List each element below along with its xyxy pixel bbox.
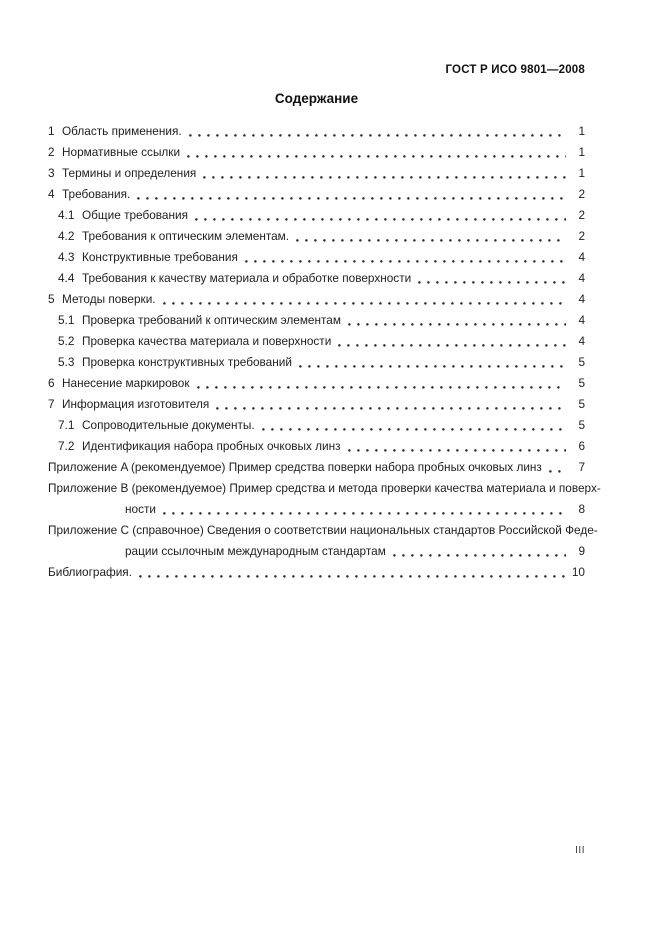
dot-leader xyxy=(260,415,566,436)
toc-entry xyxy=(48,562,585,583)
toc-entry-number: 5 xyxy=(48,292,55,306)
toc-entry-number: 3 xyxy=(48,166,55,180)
toc-entry-page: 5 xyxy=(578,376,585,390)
toc-entry-label: Общие требования xyxy=(82,208,188,222)
toc-entry-number: 2 xyxy=(48,145,55,159)
toc-entry-page: 9 xyxy=(578,544,585,558)
toc-entry-number: 7.1 xyxy=(58,418,75,432)
toc-entry-number: 5.3 xyxy=(58,355,75,369)
toc-entry-number: 7.2 xyxy=(58,439,75,453)
dot-leader xyxy=(214,394,566,415)
toc-entry-page: 1 xyxy=(578,145,585,159)
toc-entry xyxy=(48,268,585,289)
toc-entry-page: 1 xyxy=(578,166,585,180)
toc-entry xyxy=(48,541,585,562)
toc-entry xyxy=(48,247,585,268)
toc-entry-label: ности xyxy=(125,502,156,516)
toc-entry-label: Требования. xyxy=(62,187,131,201)
toc-entry-number: 5.2 xyxy=(58,334,75,348)
dot-leader xyxy=(336,331,566,352)
toc-entry xyxy=(48,415,585,436)
toc-entry xyxy=(48,457,585,478)
dot-leader xyxy=(547,457,566,478)
toc-entry-label: Библиография. xyxy=(48,565,132,579)
toc-entry-number: 4.3 xyxy=(58,250,75,264)
dot-leader xyxy=(195,373,566,394)
dot-leader xyxy=(185,142,566,163)
dot-leader xyxy=(161,289,566,310)
toc-entry-number: 7 xyxy=(48,397,55,411)
toc-entry xyxy=(48,121,585,142)
toc-entry-page: 1 xyxy=(578,124,585,138)
toc-entry-label: Сопроводительные документы. xyxy=(82,418,255,432)
page-title: Содержание xyxy=(274,91,359,106)
toc-entry-page: 4 xyxy=(578,292,585,306)
toc-entry xyxy=(48,373,585,394)
toc-entry-label: Приложение B (рекомендуемое) Пример средства и метода проверки качества материала и поверх- xyxy=(48,481,601,495)
dot-leader xyxy=(346,436,566,457)
dot-leader xyxy=(201,163,566,184)
dot-leader xyxy=(137,562,566,583)
toc-entry xyxy=(48,394,585,415)
toc-entry-label: Методы поверки. xyxy=(62,292,156,306)
toc-entry-page: 7 xyxy=(578,460,585,474)
toc-entry xyxy=(48,478,601,499)
dot-leader xyxy=(294,226,566,247)
toc-entry xyxy=(48,520,598,541)
toc-entry xyxy=(48,352,585,373)
folio-page-number: III xyxy=(575,845,585,856)
toc-entry-number: 4.1 xyxy=(58,208,75,222)
toc-entry-number: 6 xyxy=(48,376,55,390)
dot-leader xyxy=(391,541,566,562)
toc-entry-number: 5.1 xyxy=(58,313,75,327)
toc-entry-page: 5 xyxy=(578,397,585,411)
toc-entry xyxy=(48,226,585,247)
toc-entry-label: Информация изготовителя xyxy=(62,397,210,411)
table-of-contents xyxy=(48,121,601,583)
toc-entry xyxy=(48,184,585,205)
toc-entry xyxy=(48,289,585,310)
toc-entry-number: 1 xyxy=(48,124,55,138)
page-footer xyxy=(48,845,585,856)
toc-entry-label: Проверка конструктивных требований xyxy=(82,355,292,369)
toc-entry-page: 5 xyxy=(578,418,585,432)
toc-entry-number: 4.2 xyxy=(58,229,75,243)
toc-entry-label: Нанесение маркировок xyxy=(62,376,190,390)
dot-leader xyxy=(193,205,566,226)
toc-entry xyxy=(48,310,585,331)
toc-entry xyxy=(48,163,585,184)
toc-entry-page: 6 xyxy=(578,439,585,453)
toc-entry-page: 2 xyxy=(578,229,585,243)
toc-entry-label: Конструктивные требования xyxy=(82,250,238,264)
dot-leader xyxy=(187,121,566,142)
toc-entry-page: 10 xyxy=(571,565,585,579)
toc-entry xyxy=(48,205,585,226)
toc-entry-page: 4 xyxy=(578,250,585,264)
toc-entry-label: Проверка требований к оптическим элементам xyxy=(82,313,341,327)
toc-entry-number: 4.4 xyxy=(58,271,75,285)
dot-leader xyxy=(416,268,566,289)
toc-entry-page: 8 xyxy=(578,502,585,516)
toc-entry-label: Приложение A (рекомендуемое) Пример средства поверки набора пробных очковых линз xyxy=(48,460,542,474)
dot-leader xyxy=(346,310,566,331)
toc-entry xyxy=(48,142,585,163)
toc-entry-label: Приложение C (справочное) Сведения о соответствии национальных стандартов Российской Феде- xyxy=(48,523,598,537)
toc-entry-label: Требования к оптическим элементам. xyxy=(82,229,290,243)
toc-entry-label: Требования к качеству материала и обработке поверхности xyxy=(82,271,412,285)
toc-entry-number: 4 xyxy=(48,187,55,201)
toc-entry xyxy=(48,331,585,352)
toc-entry xyxy=(48,436,585,457)
toc-entry-page: 2 xyxy=(578,208,585,222)
toc-entry-page: 4 xyxy=(578,313,585,327)
toc-entry-page: 4 xyxy=(578,271,585,285)
toc-entry-label: Проверка качества материала и поверхности xyxy=(82,334,332,348)
toc-entry-label: рации ссылочным международным стандартам xyxy=(125,544,386,558)
toc-entry-page: 5 xyxy=(578,355,585,369)
toc-entry-label: Область применения. xyxy=(62,124,182,138)
toc-entry-label: Термины и определения xyxy=(62,166,197,180)
toc-entry-page: 2 xyxy=(578,187,585,201)
dot-leader xyxy=(161,499,566,520)
dot-leader xyxy=(297,352,566,373)
dot-leader xyxy=(243,247,566,268)
dot-leader xyxy=(135,184,566,205)
doc-code: ГОСТ Р ИСО 9801—2008 xyxy=(445,64,585,76)
toc-entry-label: Нормативные ссылки xyxy=(62,145,181,159)
running-header xyxy=(48,64,585,76)
toc-entry-label: Идентификация набора пробных очковых линз xyxy=(82,439,341,453)
toc-entry xyxy=(48,499,585,520)
toc-entry-page: 4 xyxy=(578,334,585,348)
